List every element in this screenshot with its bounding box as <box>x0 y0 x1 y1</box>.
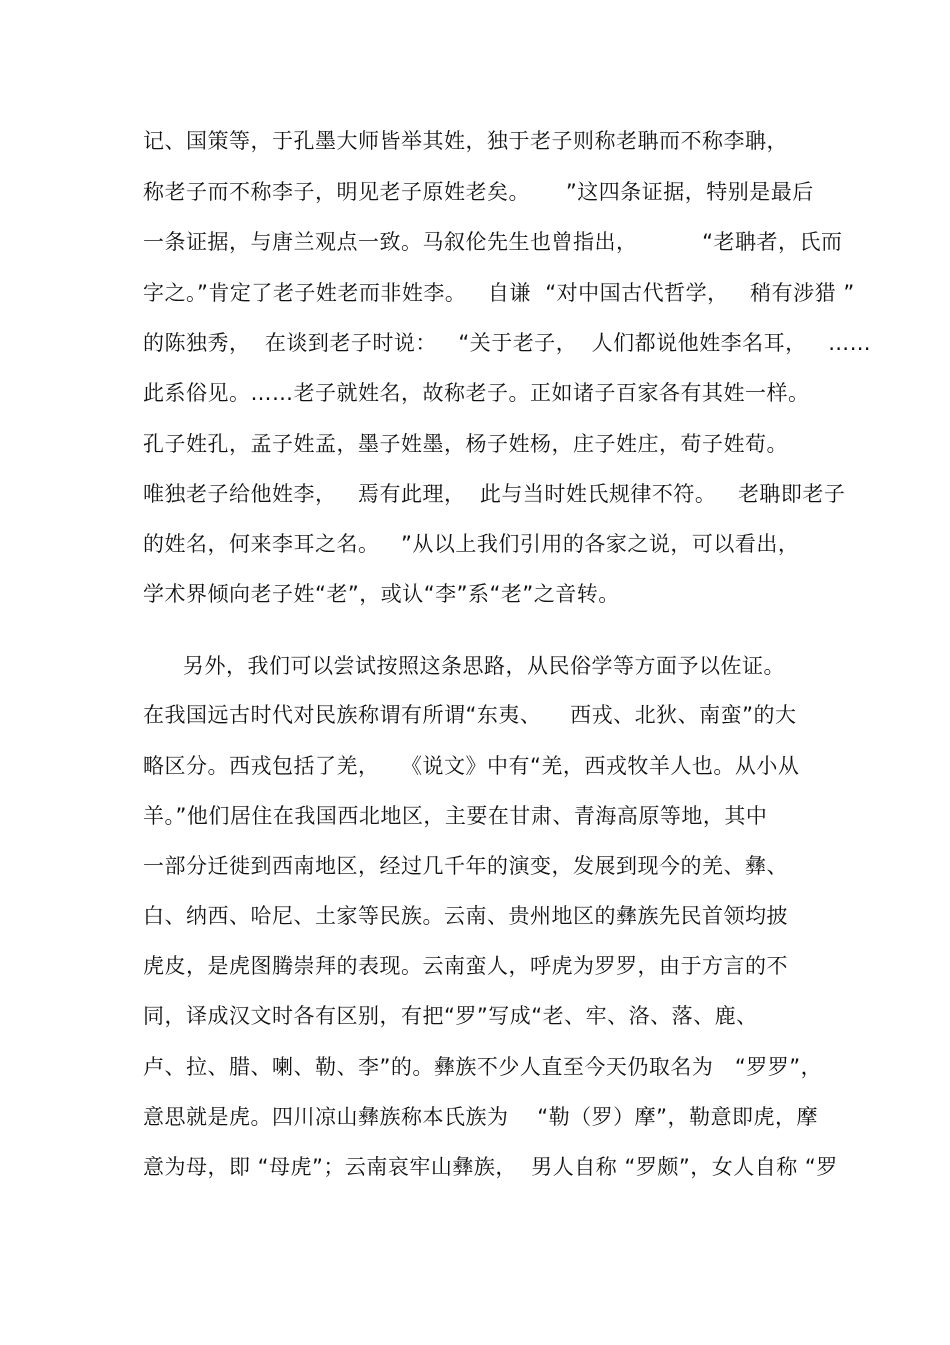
paragraph2-line-11: 意为母，即 “母虎”；云南哀牢山彝族， 男人自称 “罗颇”，女人自称 “罗 <box>143 1155 838 1179</box>
paragraph1-line-10: 学术界倾向老子姓“老”，或认“李”系“老”之音转。 <box>143 582 620 606</box>
paragraph1-line-6: 此系俗见。……老子就姓名，故称老子。正如诸子百家各有其姓一样。 <box>143 381 810 405</box>
paragraph1-line-5: 的陈独秀， 在谈到老子时说： “关于老子， 人们都说他姓李名耳， …… <box>143 331 872 355</box>
paragraph2-line-7: 虎皮，是虎图腾崇拜的表现。云南蛮人，呼虎为罗罗，由于方言的不 <box>143 954 788 978</box>
paragraph2-line-1: 另外，我们可以尝试按照这条思路，从民俗学等方面予以佐证。 <box>183 654 785 678</box>
paragraph1-line-7: 孔子姓孔，孟子姓孟，墨子姓墨，杨子姓杨，庄子姓庄，荀子姓荀。 <box>143 432 788 456</box>
paragraph1-line-9: 的姓名，何来李耳之名。 ”从以上我们引用的各家之说，可以看出， <box>143 532 800 556</box>
paragraph1-line-8: 唯独老子给他姓李， 焉有此理， 此与当时姓氏规律不符。 老聃即老子 <box>143 482 846 506</box>
paragraph1-line-1: 记、国策等，于孔墨大师皆举其姓，独于老子则称老聃而不称李聃， <box>143 129 788 153</box>
paragraph2-line-8: 同，译成汉文时各有区别，有把“罗”写成“老、牢、洛、落、鹿、 <box>143 1004 758 1028</box>
paragraph1-line-4: 字之。”肯定了老子姓老而非姓李。 自谦 “对中国古代哲学， 稍有涉猎 ” <box>143 281 855 305</box>
paragraph1-line-3: 一条证据，与唐兰观点一致。马叙伦先生也曾指出， “老聃者，氏而 <box>143 230 843 254</box>
paragraph2-line-4: 羊。”他们居住在我国西北地区，主要在甘肃、青海高原等地，其中 <box>143 804 768 828</box>
paragraph2-line-5: 一部分迁徙到西南地区，经过几千年的演变，发展到现今的羌、彝、 <box>143 854 788 878</box>
paragraph2-line-6: 白、纳西、哈尼、土家等民族。云南、贵州地区的彝族先民首领均披 <box>143 904 788 928</box>
paragraph2-line-3: 略区分。西戎包括了羌， 《说文》中有“羌，西戎牧羊人也。从小从 <box>143 754 800 778</box>
paragraph2-line-10: 意思就是虎。四川凉山彝族称本氏族为 “勒（罗）摩”，勒意即虎，摩 <box>143 1105 818 1129</box>
paragraph2-line-2: 在我国远古时代对民族称谓有所谓“东夷、 西戎、北狄、南蛮”的大 <box>143 703 797 727</box>
paragraph1-line-2: 称老子而不称李子，明见老子原姓老矣。 ”这四条证据，特别是最后 <box>143 180 814 204</box>
paragraph2-line-9: 卢、拉、腊、喇、勒、李”的。彝族不少人直至今天仍取名为 “罗罗”， <box>143 1055 823 1079</box>
